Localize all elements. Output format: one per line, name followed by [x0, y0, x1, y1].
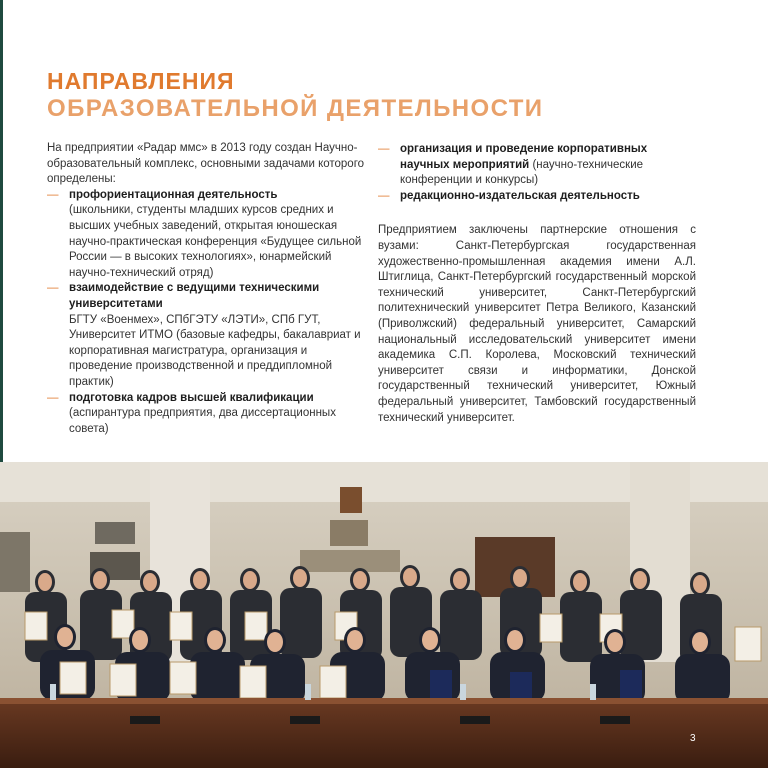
list-item-description: (научно-технические конференции и конкурсы) — [400, 158, 644, 187]
list-item-title: организация и проведение корпоративных научных мероприятий — [400, 143, 648, 171]
right-text-column — [378, 142, 696, 426]
dash-bullet-icon: — — [47, 391, 59, 404]
list-item-title: взаимодействие с ведущими техническими университетами — [69, 282, 320, 310]
dash-bullet-icon: — — [47, 282, 59, 295]
list-item-description: (аспирантура предприятия, два диссертационных совета) — [69, 407, 336, 435]
list-item-universities — [47, 281, 367, 390]
page-title-line-1: НАПРАВЛЕНИЯ — [47, 68, 235, 94]
list-item-career-guidance — [47, 188, 367, 282]
list-item-description: (школьники, студенты младших курсов средних и высших учебных заведений, открытая юношеская научно-практическая конференция «Будущее сильной России — в высоких технологиях», юнармейский научно-технический отряд) — [69, 204, 362, 279]
page-title-line-2: ОБРАЗОВАТЕЛЬНОЙ ДЕЯТЕЛЬНОСТИ — [47, 95, 544, 122]
dash-bullet-icon: — — [378, 189, 390, 202]
dash-bullet-icon: — — [47, 188, 59, 201]
list-item-title: подготовка кадров высшей квалификации — [69, 391, 314, 404]
group-photo — [0, 462, 768, 768]
intro-paragraph: На предприятии «Радар ммс» в 2013 году создан Научно-образовательный комплекс, основными задачами которого определены: — [47, 142, 365, 186]
group-photo-illustration — [0, 462, 768, 768]
left-edge-rule — [0, 0, 3, 462]
partners-paragraph: Предприятием заключены партнерские отношения с вузами: Санкт-Петербургская государственная художественно-промышленная академия имени А.Л. Штиглица, Санкт-Петербургский государственный морской технический университет, Санкт-Петербургский политехнический университет Петра Великого, Казанский (Приволжский) федеральный университет, Самарский национальный исследовательский университет имени академика С.П. Королева, Московский технический университет связи и информатики, Донской государственный технический университет, Южный федеральный университет, Тамбовский государственный технический университет. — [378, 224, 696, 424]
list-item-description: БГТУ «Военмех», СПбГЭТУ «ЛЭТИ», СПб ГУТ, Университет ИТМО (базовые кафедры, бакалавриат и корпоративная магистратура, организация и проведение производственной и преддипломной практик) — [69, 313, 361, 388]
list-item-title: профориентационная деятельность — [69, 188, 278, 201]
dash-bullet-icon: — — [378, 143, 390, 155]
left-text-column — [47, 141, 367, 437]
list-item-corporate-events — [378, 142, 696, 189]
list-item-staff-training — [47, 391, 367, 438]
page-number: 3 — [690, 733, 696, 744]
list-item-publishing — [378, 189, 696, 205]
list-item-title: редакционно-издательская деятельность — [400, 189, 640, 202]
